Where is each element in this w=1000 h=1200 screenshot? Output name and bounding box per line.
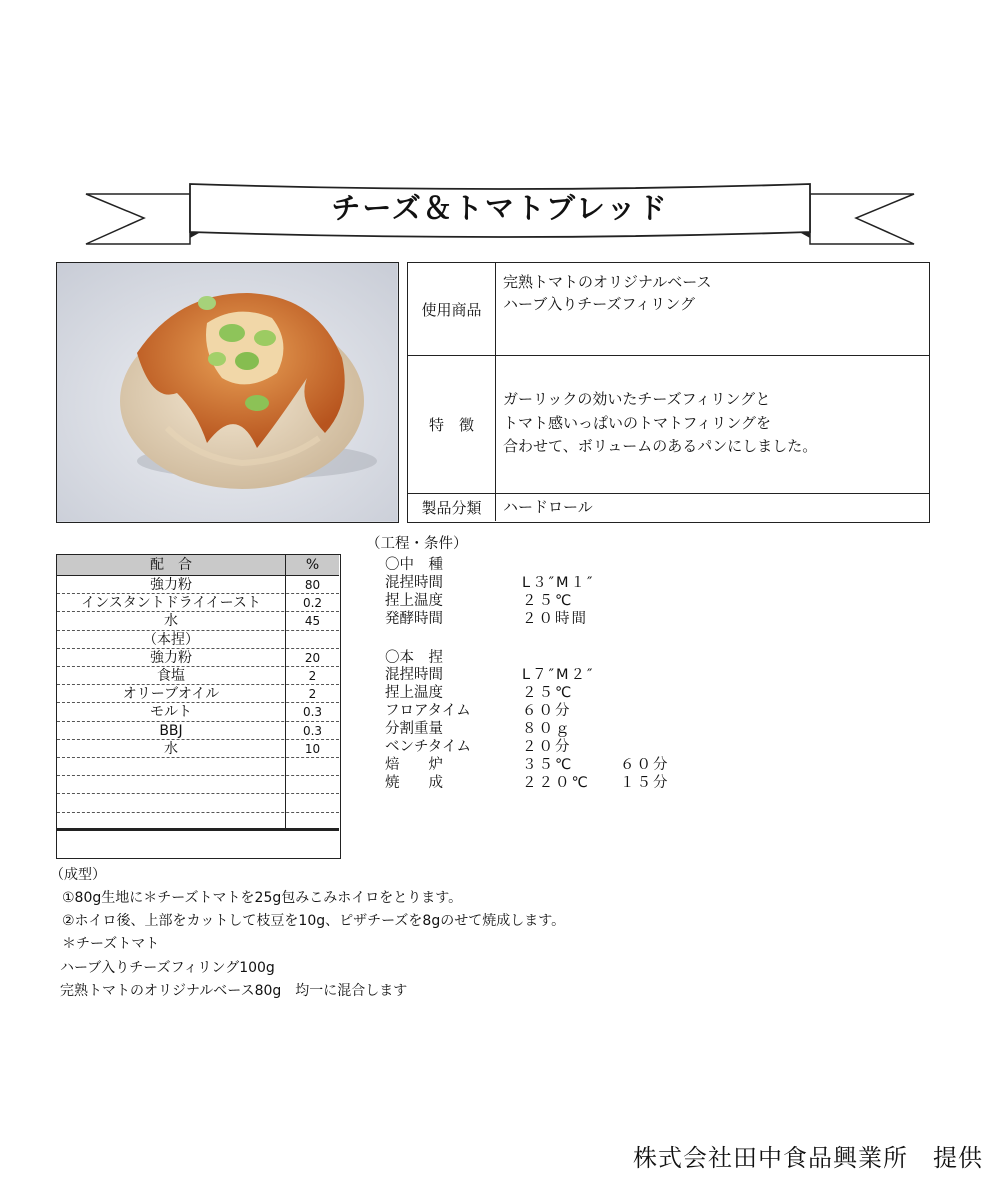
used-product-1: 完熟トマトのオリジナルベース: [503, 273, 712, 291]
table-row: [57, 685, 339, 703]
used-products-label: 使用商品: [408, 263, 496, 355]
sponge-heading: 〇中 種: [385, 557, 443, 573]
ingredient-name: （本捏）: [143, 631, 199, 648]
feature-line-1: ガーリックの効いたチーズフィリングと: [503, 390, 771, 408]
process-label: 混捏時間: [385, 575, 443, 591]
ingredient-percent: 0.3: [302, 723, 323, 738]
shaping-heading: （成型）: [50, 867, 106, 883]
recipe-header-name: 配 合: [150, 557, 192, 573]
ingredient-name: モルト: [150, 704, 192, 721]
category-row: [408, 493, 929, 521]
ingredient-percent: 0.2: [302, 596, 323, 611]
process-label: 混捏時間: [385, 667, 443, 683]
table-bottom-rule: [57, 828, 339, 831]
process-value: ２０時間: [522, 611, 588, 627]
ingredient-name: 水: [164, 740, 178, 757]
ingredient-percent: 2: [308, 687, 317, 702]
table-row: [57, 667, 339, 685]
ingredient-name: BBJ: [159, 722, 183, 739]
process-value: ２５℃: [522, 685, 574, 701]
process-label: 捏上温度: [385, 593, 443, 609]
process-label: 分割重量: [385, 721, 443, 737]
feature-label: 特 徴: [408, 355, 496, 493]
shaping-step-1: ①80g生地に＊チーズトマトを25g包みこみホイロをとります。: [62, 890, 463, 906]
process-label: 焙 炉: [385, 757, 443, 773]
process-label: 発酵時間: [385, 611, 443, 627]
process-value: ２２０℃: [522, 775, 590, 791]
table-row: [57, 631, 339, 649]
process-label: 焼 成: [385, 775, 443, 791]
process-value-time: ６０分: [620, 757, 670, 773]
table-row: [57, 722, 339, 740]
feature-line-3: 合わせて、ボリュームのあるパンにしました。: [503, 437, 818, 455]
feature-line-2: トマト感いっぱいのトマトフィリングを: [503, 413, 772, 432]
process-value: L３″M１″: [522, 575, 595, 591]
table-row: [57, 594, 339, 612]
process-heading: （工程・条件）: [366, 536, 468, 552]
recipe-table: [56, 554, 341, 859]
used-product-2: ハーブ入りチーズフィリング: [503, 295, 696, 313]
process-value-time: １５分: [620, 775, 670, 791]
table-row-empty: [57, 794, 339, 812]
table-row: [57, 703, 339, 721]
category-value: ハードロール: [503, 498, 593, 516]
shaping-note-line-2: 完熟トマトのオリジナルベース80g 均一に混合します: [60, 983, 408, 999]
recipe-header: [57, 555, 339, 576]
table-row: [57, 649, 339, 667]
ingredient-percent: 10: [304, 741, 321, 756]
shaping-step-2: ②ホイロ後、上部をカットして枝豆を10g、ピザチーズを8gのせて焼成します。: [62, 913, 566, 929]
process-value: ６０分: [522, 703, 572, 719]
process-value: ８０ｇ: [522, 721, 572, 737]
ingredient-percent: 20: [304, 650, 321, 665]
ingredient-name: オリーブオイル: [122, 686, 220, 703]
process-value: ３５℃: [522, 757, 574, 773]
recipe-header-percent: %: [305, 557, 320, 573]
process-value: ２５℃: [522, 593, 574, 609]
feature-row: [408, 355, 929, 494]
page-title: チーズ＆トマトブレッド: [331, 191, 669, 225]
table-row: [57, 612, 339, 630]
process-label: 捏上温度: [385, 685, 443, 701]
process-value: ２０分: [522, 739, 572, 755]
company-credit: 株式会社田中食品興業所 提供: [633, 1144, 983, 1172]
ingredient-percent: 2: [308, 669, 317, 683]
column-divider: [285, 555, 286, 828]
ingredient-percent: 80: [304, 578, 321, 592]
process-value: L７″M２″: [522, 667, 595, 683]
product-photo: [56, 262, 399, 523]
table-row-empty: [57, 758, 339, 776]
table-row: [57, 740, 339, 758]
ingredient-name: 食塩: [157, 668, 185, 684]
ingredient-percent: 45: [304, 614, 321, 629]
product-info-table: [407, 262, 930, 523]
table-row-empty: [57, 776, 339, 794]
feature-value: [503, 388, 923, 459]
bread-image: [57, 263, 397, 521]
table-row: [57, 576, 339, 594]
shaping-note-title: ＊チーズトマト: [62, 936, 160, 952]
ingredient-name: インスタントドライイースト: [81, 595, 261, 612]
category-label: 製品分類: [408, 493, 496, 521]
process-label: ベンチタイム: [385, 739, 471, 755]
ingredient-name: 強力粉: [150, 577, 192, 593]
shaping-note-line-1: ハーブ入りチーズフィリング100g: [60, 960, 275, 976]
used-products-row: [408, 263, 929, 356]
main-dough-heading: 〇本 捏: [385, 650, 443, 666]
ingredient-name: 水: [164, 613, 178, 630]
ingredient-name: 強力粉: [150, 649, 192, 666]
ingredient-percent: 0.3: [302, 705, 323, 720]
process-label: フロアタイム: [385, 703, 471, 719]
used-products-value: [503, 271, 923, 315]
